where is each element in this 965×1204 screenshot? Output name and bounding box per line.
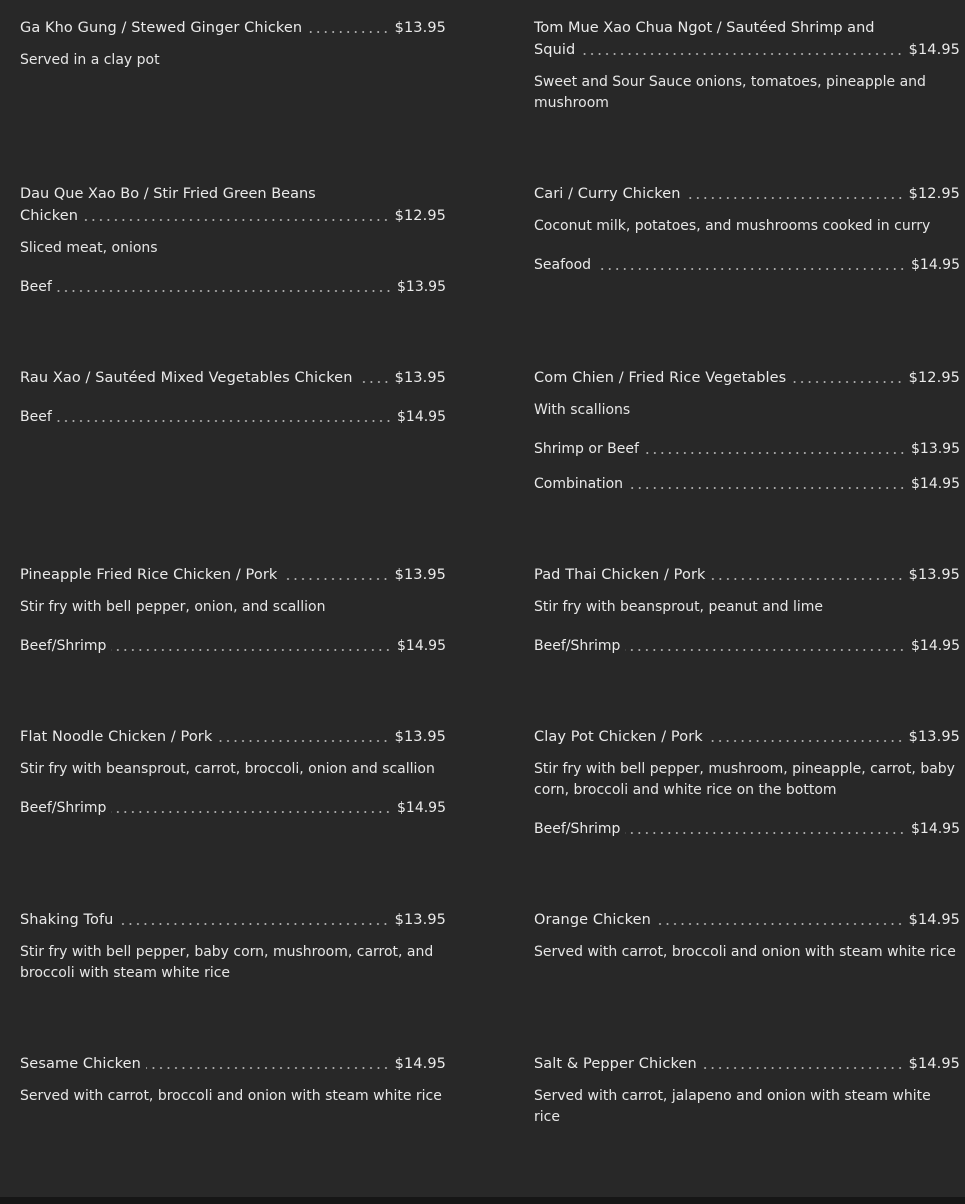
- menu-item-variants: [20, 406, 446, 428]
- menu-item-name: Orange Chicken: [534, 912, 651, 928]
- menu-item-name: Rau Xao / Sautéed Mixed Vegetables Chicken: [20, 370, 353, 386]
- dot-leader: [686, 197, 904, 199]
- variant-name: Shrimp or Beef: [534, 441, 639, 457]
- menu-item-price: $12.95: [908, 370, 960, 386]
- menu-item-variants: [534, 818, 960, 840]
- dot-leader: [307, 31, 389, 33]
- variant-name: Beef/Shrimp: [20, 638, 107, 654]
- dot-leader: [702, 1067, 904, 1069]
- variant-name: Beef: [20, 409, 52, 425]
- menu-item-title-row: [20, 726, 446, 748]
- menu-item-variants: [20, 276, 446, 298]
- dot-leader: [580, 53, 903, 55]
- menu-item-title-row: [534, 726, 960, 748]
- menu-item-price: $13.95: [394, 370, 446, 386]
- menu-item-price: $14.95: [908, 42, 960, 58]
- variant-price: $14.95: [397, 800, 446, 816]
- dot-leader: [708, 740, 904, 742]
- menu-item-description: Stir fry with bell pepper, mushroom, pineapple, carrot, baby corn, broccoli and white rice on the bottom: [534, 761, 955, 798]
- dot-leader: [625, 832, 906, 834]
- variant-name: Beef/Shrimp: [534, 638, 621, 654]
- menu-item-description: Sweet and Sour Sauce onions, tomatoes, pineapple and mushroom: [534, 74, 926, 111]
- menu-item-description: Served with carrot, jalapeno and onion with steam white rice: [534, 1088, 931, 1125]
- variant-row: [20, 276, 446, 298]
- menu-item-name: Com Chien / Fried Rice Vegetables: [534, 370, 787, 386]
- menu-item-price: $13.95: [394, 567, 446, 583]
- dot-leader: [791, 381, 903, 383]
- menu-item-title-row: [534, 367, 960, 389]
- variant-price: $14.95: [911, 638, 960, 654]
- variant-name: Beef/Shrimp: [534, 821, 621, 837]
- menu-item-description: Served in a clay pot: [20, 52, 160, 68]
- menu-item: [534, 367, 960, 495]
- menu-item: [20, 183, 446, 298]
- menu-item-name: Pineapple Fried Rice Chicken / Pork: [20, 567, 278, 583]
- variant-name: Beef/Shrimp: [20, 800, 107, 816]
- menu-item-title-row: [20, 17, 446, 39]
- bottom-edge-bar: [0, 1197, 965, 1204]
- variant-price: $14.95: [911, 257, 960, 273]
- dot-leader: [83, 219, 390, 221]
- menu-item-title-row: [20, 1053, 446, 1075]
- dot-leader: [596, 268, 906, 270]
- menu-item-price: $12.95: [394, 208, 446, 224]
- menu-item: [20, 564, 446, 657]
- menu-item-name: Salt & Pepper Chicken: [534, 1056, 697, 1072]
- menu-item: [20, 1053, 446, 1107]
- menu-item-title-row: [534, 909, 960, 931]
- menu-item-name-line1: Dau Que Xao Bo / Stir Fried Green Beans: [20, 186, 316, 202]
- menu-item-price: $14.95: [908, 1056, 960, 1072]
- menu-item-name: Flat Noodle Chicken / Pork: [20, 729, 213, 745]
- menu-item-description: Stir fry with beansprout, peanut and lime: [534, 599, 824, 615]
- menu-item-title-row: [534, 1053, 960, 1075]
- variant-row: [534, 473, 960, 495]
- dot-leader: [711, 578, 904, 580]
- menu-item-description: Stir fry with bell pepper, onion, and scallion: [20, 599, 326, 615]
- variant-row: [534, 438, 960, 460]
- menu-item: [20, 726, 446, 819]
- menu-item-name: Shaking Tofu: [20, 912, 114, 928]
- menu-item-name: Cari / Curry Chicken: [534, 186, 681, 202]
- menu-item-name-line1: Tom Mue Xao Chua Ngot / Sautéed Shrimp and: [534, 20, 875, 36]
- menu-item-description: Stir fry with bell pepper, baby corn, mushroom, carrot, and broccoli with steam white rice: [20, 944, 434, 981]
- variant-row: [534, 254, 960, 276]
- menu-item-price: $12.95: [908, 186, 960, 202]
- menu-item-description: Stir fry with beansprout, carrot, broccoli, onion and scallion: [20, 761, 435, 777]
- menu-item: [534, 726, 960, 840]
- menu-item-description: Served with carrot, broccoli and onion with steam white rice: [534, 944, 956, 960]
- menu-item-price: $14.95: [908, 912, 960, 928]
- menu-item: [534, 564, 960, 657]
- menu-item-name: Sesame Chicken: [20, 1056, 141, 1072]
- menu-item: [534, 1053, 960, 1128]
- dot-leader: [656, 923, 904, 925]
- menu-item-price: $14.95: [394, 1056, 446, 1072]
- variant-name: Seafood: [534, 257, 592, 273]
- variant-price: $13.95: [397, 279, 446, 295]
- dot-leader: [111, 649, 392, 651]
- dot-leader: [625, 649, 906, 651]
- menu-item-title-row: [20, 205, 446, 227]
- variant-row: [20, 635, 446, 657]
- variant-price: $14.95: [911, 821, 960, 837]
- menu-item-variants: [534, 254, 960, 276]
- menu-item: [534, 183, 960, 276]
- variant-name: Beef: [20, 279, 52, 295]
- menu-item-name: Clay Pot Chicken / Pork: [534, 729, 703, 745]
- menu-item-title-row: [20, 909, 446, 931]
- menu-item-variants: [20, 635, 446, 657]
- dot-leader: [282, 578, 389, 580]
- dot-leader: [57, 290, 392, 292]
- menu-item-variants: [20, 797, 446, 819]
- menu-item-name-line2: Chicken: [20, 208, 79, 224]
- menu-item-variants: [534, 438, 960, 495]
- menu-item-price: $13.95: [394, 729, 446, 745]
- menu-item-name-line2: Squid: [534, 42, 576, 58]
- dot-leader: [217, 740, 389, 742]
- menu-item-price: $13.95: [394, 20, 446, 36]
- menu-item-description: With scallions: [534, 402, 631, 418]
- variant-price: $14.95: [911, 476, 960, 492]
- dot-leader: [628, 487, 906, 489]
- variant-row: [20, 406, 446, 428]
- dot-leader: [111, 811, 392, 813]
- menu-item-price: $13.95: [394, 912, 446, 928]
- menu-item-description: Sliced meat, onions: [20, 240, 158, 256]
- menu-item: [534, 17, 960, 114]
- variant-name: Combination: [534, 476, 624, 492]
- dot-leader: [358, 381, 390, 383]
- dot-leader: [57, 420, 392, 422]
- menu-item-title-row: [534, 564, 960, 586]
- menu-item-description: Served with carrot, broccoli and onion with steam white rice: [20, 1088, 442, 1104]
- variant-price: $14.95: [397, 638, 446, 654]
- variant-price: $14.95: [397, 409, 446, 425]
- menu-item: [20, 17, 446, 71]
- menu-item: [20, 909, 446, 984]
- menu-item-name: Ga Kho Gung / Stewed Ginger Chicken: [20, 20, 303, 36]
- menu-item-price: $13.95: [908, 567, 960, 583]
- variant-price: $13.95: [911, 441, 960, 457]
- variant-row: [20, 797, 446, 819]
- dot-leader: [118, 923, 389, 925]
- menu-item: [20, 367, 446, 428]
- dot-leader: [146, 1067, 390, 1069]
- dot-leader: [644, 452, 906, 454]
- menu-item-title-row: [20, 367, 446, 389]
- menu-item-price: $13.95: [908, 729, 960, 745]
- menu-item: [534, 909, 960, 963]
- menu-item-title-row: [534, 183, 960, 205]
- menu-item-name: Pad Thai Chicken / Pork: [534, 567, 706, 583]
- menu-item-title-row: [20, 564, 446, 586]
- variant-row: [534, 635, 960, 657]
- menu-item-variants: [534, 635, 960, 657]
- variant-row: [534, 818, 960, 840]
- menu-item-title-row: [534, 39, 960, 61]
- menu-item-description: Coconut milk, potatoes, and mushrooms cooked in curry: [534, 218, 931, 234]
